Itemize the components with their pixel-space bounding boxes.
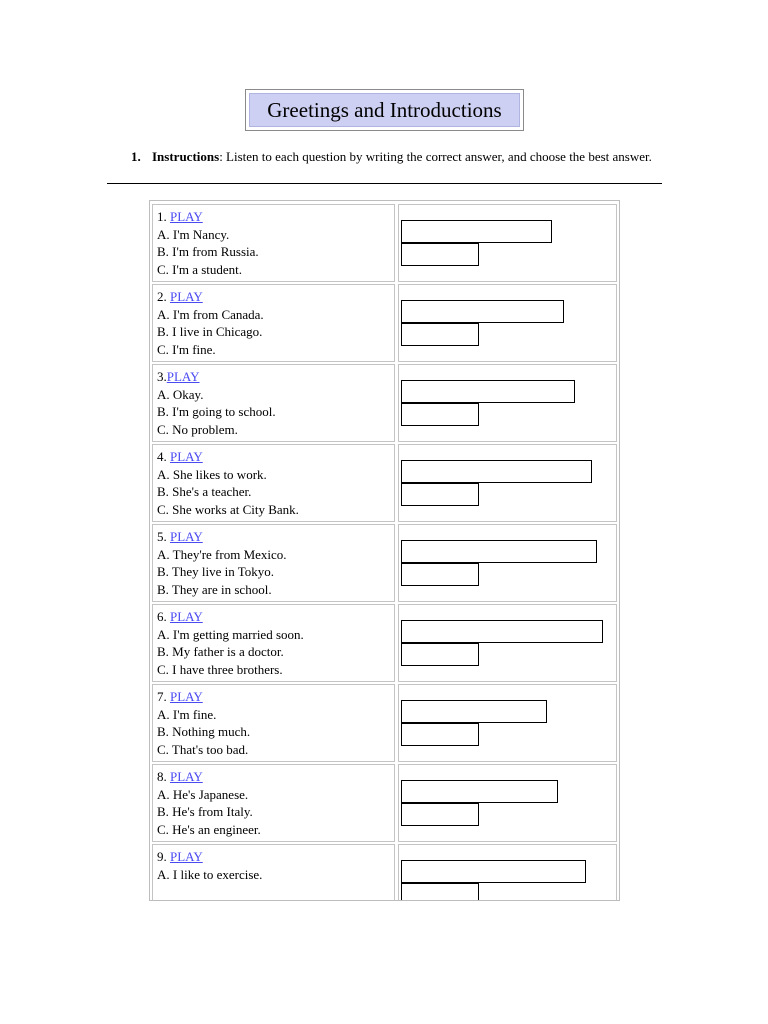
answer-option: A. I like to exercise. [157,866,263,882]
instructions-number: 1. [131,149,141,164]
question-row [152,524,617,602]
question-number: 5. [157,529,170,544]
answer-choice-field[interactable] [401,563,479,586]
question-header [157,448,390,466]
play-link[interactable]: PLAY [170,689,203,704]
question-number: 6. [157,609,170,624]
question-row [152,844,617,901]
question-number: 3. [157,369,167,384]
title-box [245,89,524,131]
answer-option: A. She likes to work. [157,466,267,482]
answer-cell [398,604,617,682]
question-number: 7. [157,689,170,704]
question-cell [152,204,395,282]
answer-option: A. I'm getting married soon. [157,626,304,642]
answer-cell [398,364,617,442]
divider [107,183,662,184]
play-link[interactable]: PLAY [170,289,203,304]
answer-option: A. I'm fine. [157,706,217,722]
question-header [157,608,390,626]
answer-text-field[interactable] [401,220,552,243]
question-row [152,444,617,522]
answer-option: B. I'm going to school. [157,404,276,419]
answer-option: C. She works at City Bank. [157,501,299,517]
question-row [152,764,617,842]
answer-choice-field[interactable] [401,723,479,746]
question-header [157,368,390,386]
answer-choice-field[interactable] [401,803,479,826]
answer-text-field[interactable] [401,460,592,483]
answer-option: B. I'm from Russia. [157,244,259,259]
play-link[interactable]: PLAY [170,609,203,624]
answer-text-field[interactable] [401,860,586,883]
question-header [157,848,390,866]
answer-option: A. They're from Mexico. [157,546,287,562]
answer-text-field[interactable] [401,620,603,643]
answer-cell [398,284,617,362]
answer-choice-field[interactable] [401,883,479,901]
question-header [157,768,390,786]
answer-option: C. I have three brothers. [157,661,283,677]
question-cell [152,604,395,682]
question-cell [152,524,395,602]
play-link[interactable]: PLAY [170,849,203,864]
answer-option: C. I'm a student. [157,261,243,277]
question-number: 4. [157,449,170,464]
answer-cell [398,684,617,762]
question-number: 1. [157,209,170,224]
play-link[interactable]: PLAY [166,369,200,384]
question-cell [152,444,395,522]
answer-choice-field[interactable] [401,483,479,506]
questions-table [149,200,620,901]
answer-option: A. Okay. [157,386,204,402]
answer-option: B. They are in school. [157,581,272,597]
answer-option: B. They live in Tokyo. [157,564,275,579]
answer-cell [398,844,617,901]
answer-text-field[interactable] [401,780,558,803]
answer-text-field[interactable] [401,300,564,323]
answer-text-field[interactable] [401,380,575,403]
play-link[interactable]: PLAY [170,769,203,784]
answer-option: C. That's too bad. [157,741,249,757]
answer-option: B. Nothing much. [157,724,251,739]
play-link[interactable]: PLAY [170,449,203,464]
answer-option: C. No problem. [157,421,238,437]
question-header [157,528,390,546]
answer-option: A. I'm Nancy. [157,226,230,242]
answer-option: B. She's a teacher. [157,484,252,499]
question-number: 8. [157,769,170,784]
question-row [152,604,617,682]
answer-option: A. He's Japanese. [157,786,249,802]
answer-text-field[interactable] [401,540,597,563]
question-cell [152,684,395,762]
answer-option: B. He's from Italy. [157,804,253,819]
instructions-label: Instructions [152,149,220,164]
answer-option: B. My father is a doctor. [157,644,284,659]
answer-choice-field[interactable] [401,243,479,266]
question-header [157,288,390,306]
answer-cell [398,204,617,282]
page-title: Greetings and Introductions [249,93,520,127]
question-header [157,688,390,706]
answer-cell [398,444,617,522]
answer-cell [398,764,617,842]
answer-option: B. I live in Chicago. [157,324,263,339]
answer-choice-field[interactable] [401,643,479,666]
play-link[interactable]: PLAY [170,529,203,544]
answer-option: C. He's an engineer. [157,821,261,837]
question-number: 2. [157,289,170,304]
instructions-text: : Listen to each question by writing the correct answer, and choose the best answer. [219,149,652,164]
question-cell [152,364,395,442]
answer-option: A. I'm from Canada. [157,306,264,322]
question-row [152,204,617,282]
question-cell [152,844,395,901]
answer-choice-field[interactable] [401,403,479,426]
instructions-text-block [152,148,662,165]
answer-text-field[interactable] [401,700,547,723]
question-cell [152,764,395,842]
play-link[interactable]: PLAY [170,209,203,224]
question-row [152,284,617,362]
answer-choice-field[interactable] [401,323,479,346]
answer-option: C. I'm fine. [157,341,216,357]
answer-cell [398,524,617,602]
question-row [152,684,617,762]
question-cell [152,284,395,362]
question-row [152,364,617,442]
question-header [157,208,390,226]
question-number: 9. [157,849,170,864]
